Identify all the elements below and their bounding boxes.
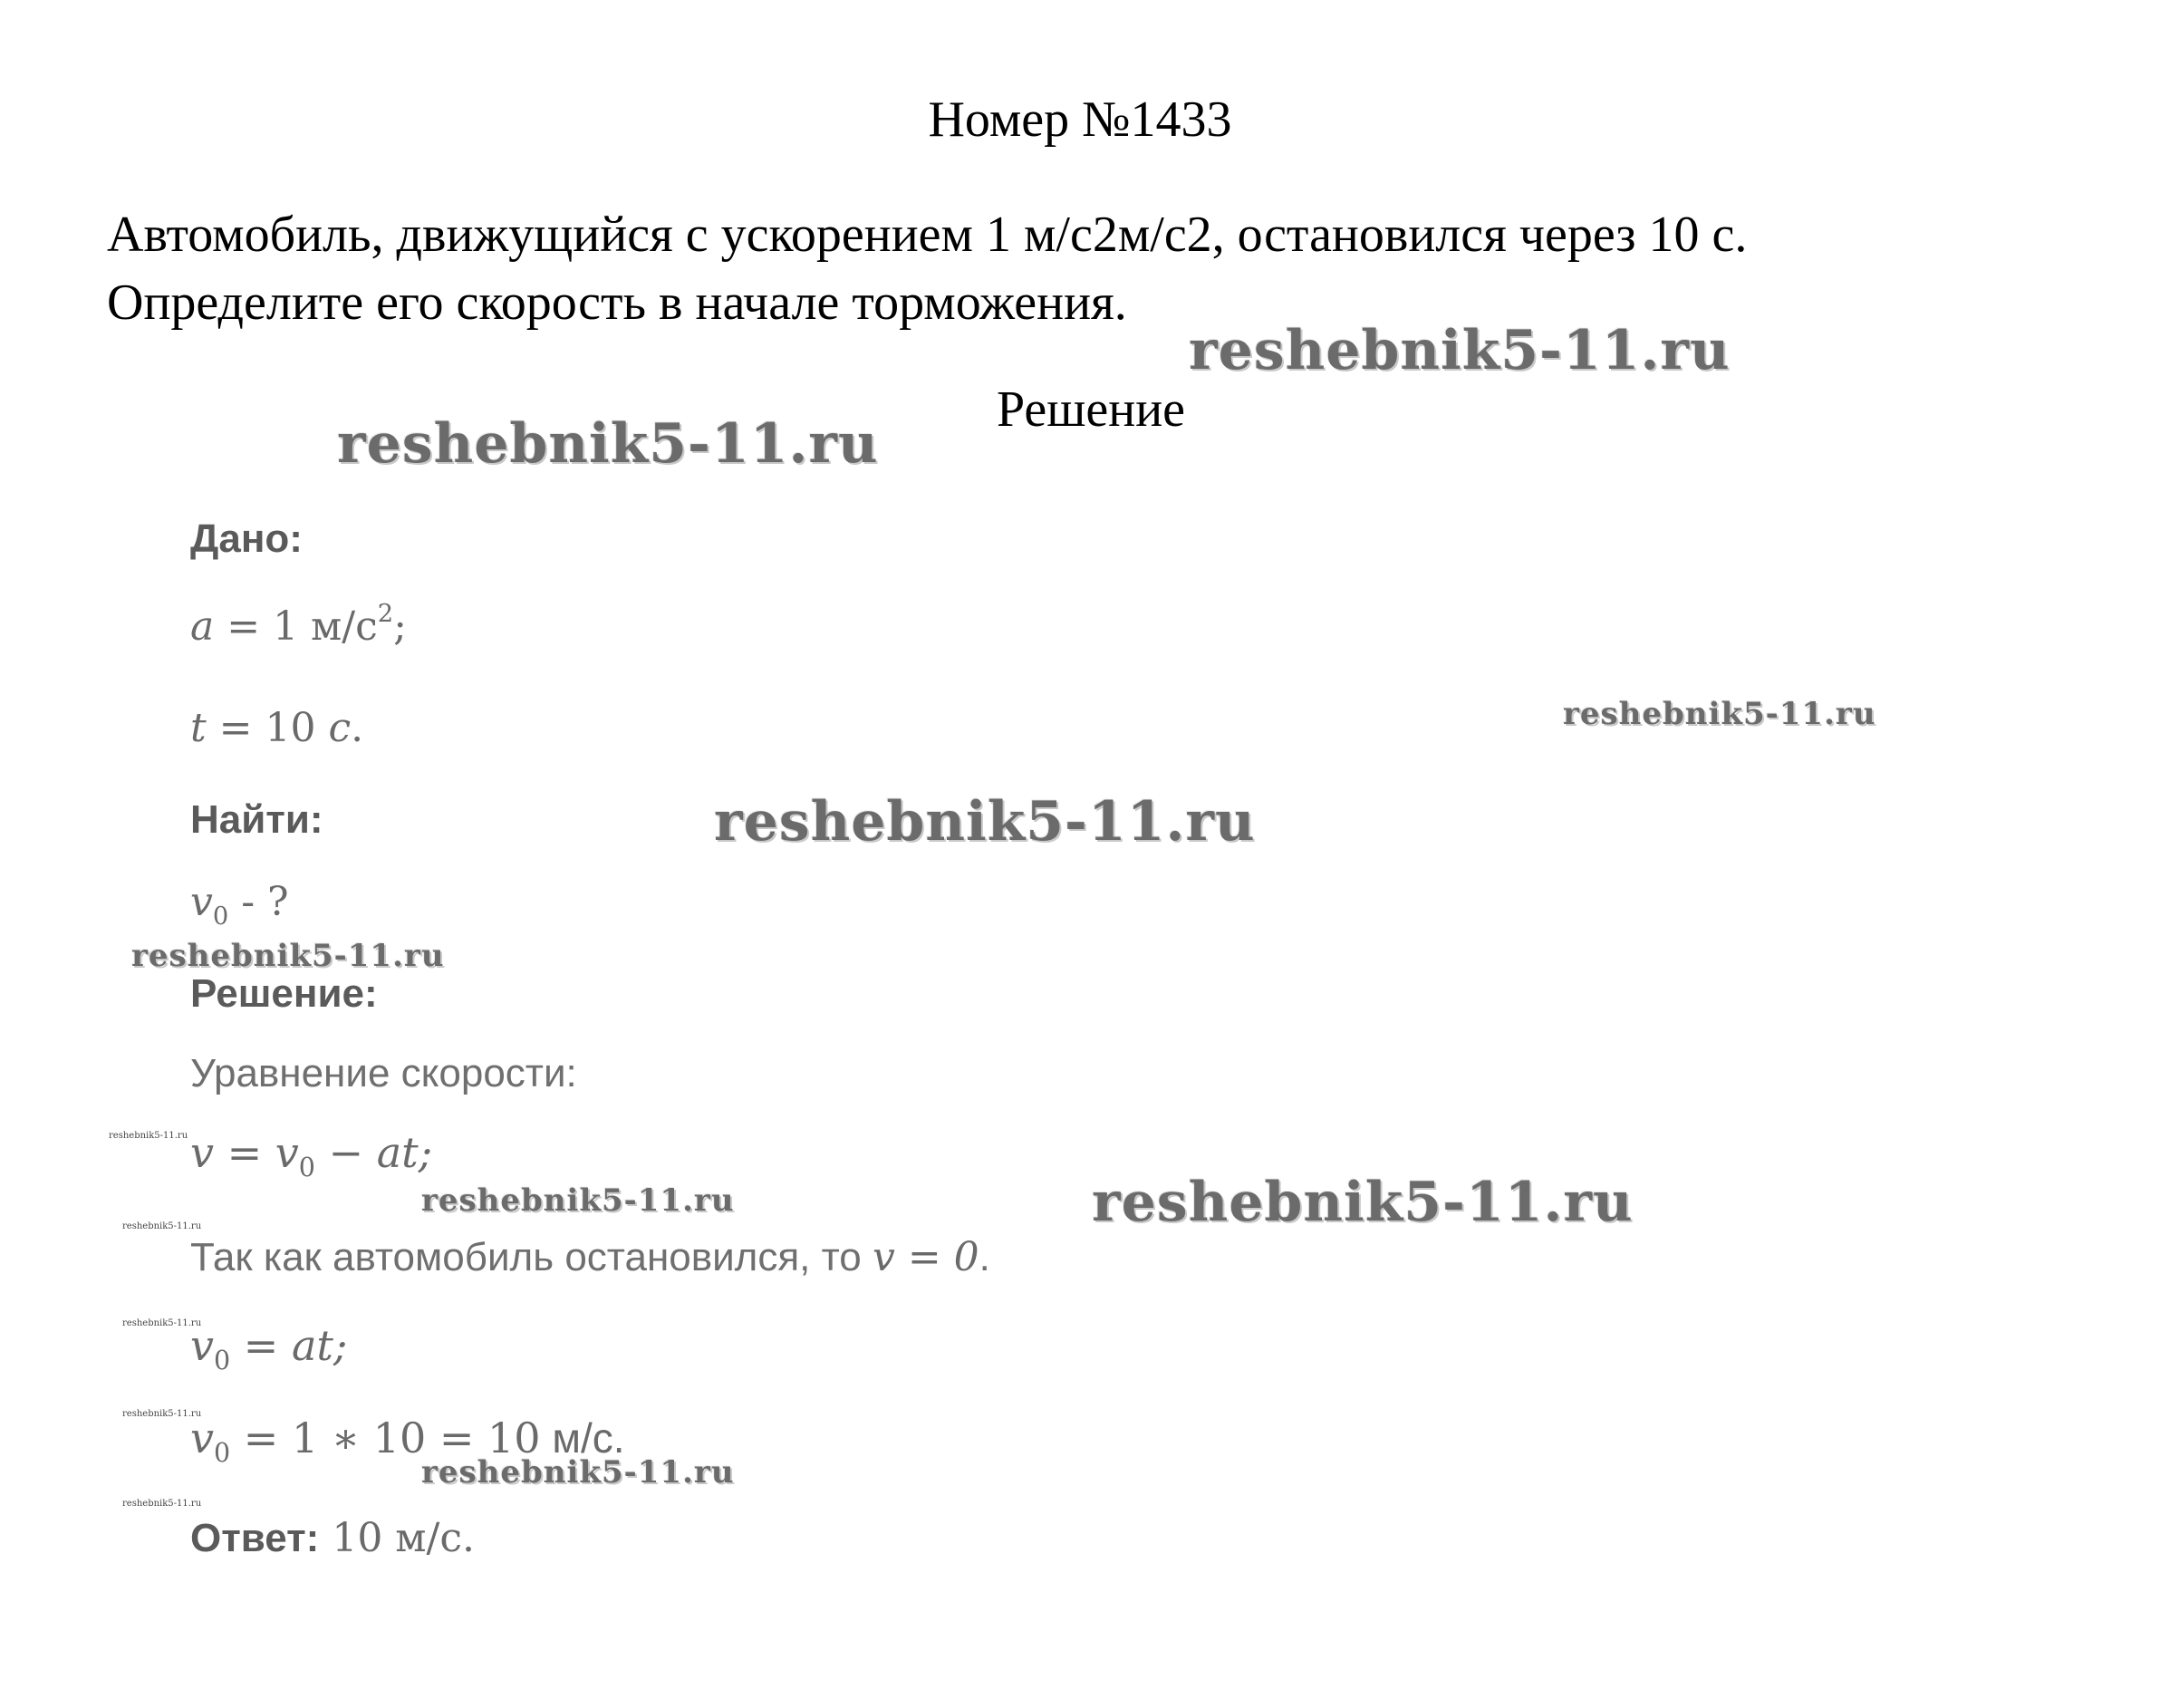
problem-line-2: Определите его скорость в начале торможения. (107, 275, 1127, 331)
velocity-equation: $v = v_0$ − at; (190, 1128, 433, 1182)
watermark: reshebnik5-11.ru (421, 1454, 735, 1491)
find-variable: $v_0$ - ? (190, 879, 289, 931)
page-title: Номер №1433 (928, 92, 1232, 148)
problem-statement (107, 201, 1747, 337)
equation-title: Уравнение скорости: (190, 1051, 577, 1095)
given-acceleration: a = 1 $м/с^2$; (190, 600, 407, 650)
answer (190, 1515, 475, 1561)
watermark: reshebnik5-11.ru (109, 1131, 188, 1141)
solution-label: Решение: (190, 971, 378, 1016)
watermark: reshebnik5-11.ru (122, 1318, 202, 1328)
answer-label: Ответ: (190, 1516, 320, 1560)
initial-velocity-formula: $v_0$ = at; (190, 1321, 348, 1375)
stopped-statement: Так как автомобиль остановился, то v = 0. (190, 1234, 990, 1280)
solution-heading: Решение (997, 381, 1186, 438)
given-label: Дано: (190, 516, 303, 561)
given-time: t = 10 c. (190, 705, 364, 751)
find-label: Найти: (190, 797, 323, 842)
answer-value: 10 м/с. (319, 1515, 475, 1561)
watermark: reshebnik5-11.ru (1189, 319, 1731, 382)
watermark: reshebnik5-11.ru (131, 938, 445, 974)
initial-velocity-calculation: $v_0 = 1$ ∗ 10 = 10 м/с. (190, 1414, 625, 1468)
watermark: reshebnik5-11.ru (714, 790, 1256, 854)
watermark: reshebnik5-11.ru (122, 1221, 202, 1231)
watermark: reshebnik5-11.ru (337, 412, 879, 476)
watermark: reshebnik5-11.ru (421, 1182, 735, 1219)
watermark: reshebnik5-11.ru (122, 1499, 202, 1509)
watermark: reshebnik5-11.ru (1092, 1171, 1634, 1234)
watermark: reshebnik5-11.ru (122, 1409, 202, 1419)
problem-line-1: Автомобиль, движущийся с ускорением 1 м/с2м/с2, остановился через 10 с. (107, 207, 1748, 263)
watermark: reshebnik5-11.ru (1563, 696, 1876, 732)
